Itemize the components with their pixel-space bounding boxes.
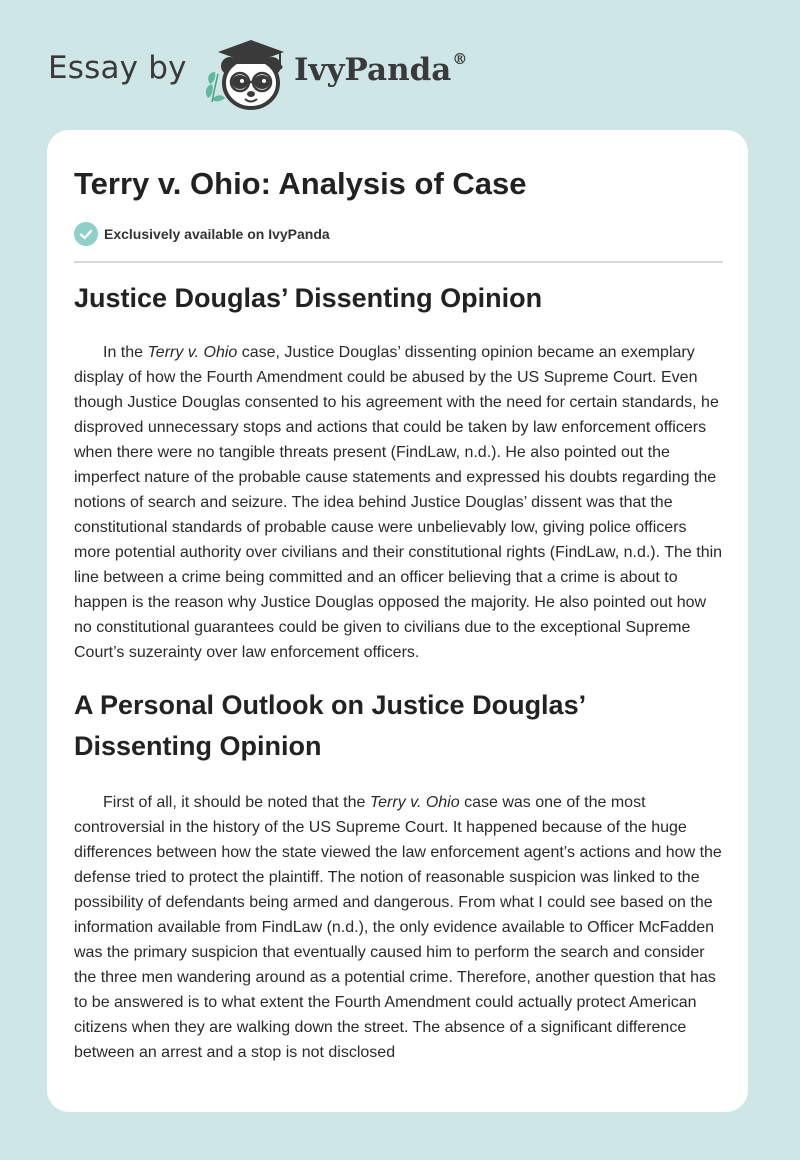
check-circle-icon xyxy=(74,222,98,246)
site-header xyxy=(0,0,800,130)
essay-body xyxy=(74,278,724,1065)
section-heading: A Personal Outlook on Justice Douglas’ Dissenting Opinion xyxy=(74,690,585,761)
paragraph-lead: In the xyxy=(103,344,148,361)
panda-graduate-icon xyxy=(200,36,290,112)
ivypanda-brand xyxy=(294,52,467,88)
case-name-italic: Terry v. Ohio xyxy=(147,344,238,361)
section-paragraph xyxy=(74,790,724,1065)
paragraph-rest: case was one of the most controversial in the history of the US Supreme Court. It happened because of the huge differences between how the state viewed the law enforcement agent’s actions and how the defense tried to protect the plaintiff. The notion of reasonable suspicion was linked to the possibility of defendants being armed and dangerous. From what I could see based on the information available from FindLaw (n.d.), the only evidence available to Officer McFadden was the primary suspicion that eventually caused him to perform the search and consider the three men wandering around as a potential crime. Therefore, another question that has to be answered is to what extent the Fourth Amendment could actually protect American citizens when they are walking down the street. The absence of a significant difference between an arrest and a stop is not disclosed xyxy=(74,794,722,1061)
paragraph-lead: First of all, it should be noted that the xyxy=(103,794,370,811)
essay-card xyxy=(47,130,748,1112)
paragraph-rest: case, Justice Douglas’ dissenting opinion became an exemplary display of how the Fourth Amendment could be abused by the US Supreme Court. Even though Justice Douglas consented to his agreement with the need for certain standards, he disproved unnecessary stops and actions that could be taken by law enforcement officers when there were no tangible threats present (FindLaw, n.d.). He also pointed out the imperfect nature of the probable cause statements and expressed his doubts regarding the notions of search and seizure. The idea behind Justice Douglas’ dissent was that the constitutional standards of probable cause were unbelievably low, giving police officers more potential authority over civilians and their constitutional rights (FindLaw, n.d.). The thin line between a crime being committed and an officer believing that a crime is about to happen is the reason why Justice Douglas opposed the majority. He also pointed out how no constitutional guarantees could be given to civilians due to the exceptional Supreme Court’s suzerainty over law enforcement officers. xyxy=(74,344,723,661)
exclusive-badge xyxy=(74,222,330,246)
brand-name-text: IvyPanda xyxy=(294,52,452,88)
registered-mark: ® xyxy=(452,50,468,68)
title-divider xyxy=(74,261,723,263)
exclusive-badge-text: Exclusively available on IvyPanda xyxy=(104,226,330,242)
section-paragraph xyxy=(74,340,724,665)
page-title: Terry v. Ohio: Analysis of Case xyxy=(74,166,527,201)
case-name-italic: Terry v. Ohio xyxy=(369,794,460,811)
essay-by-label: Essay by xyxy=(48,50,187,86)
section-heading: Justice Douglas’ Dissenting Opinion xyxy=(74,283,543,313)
